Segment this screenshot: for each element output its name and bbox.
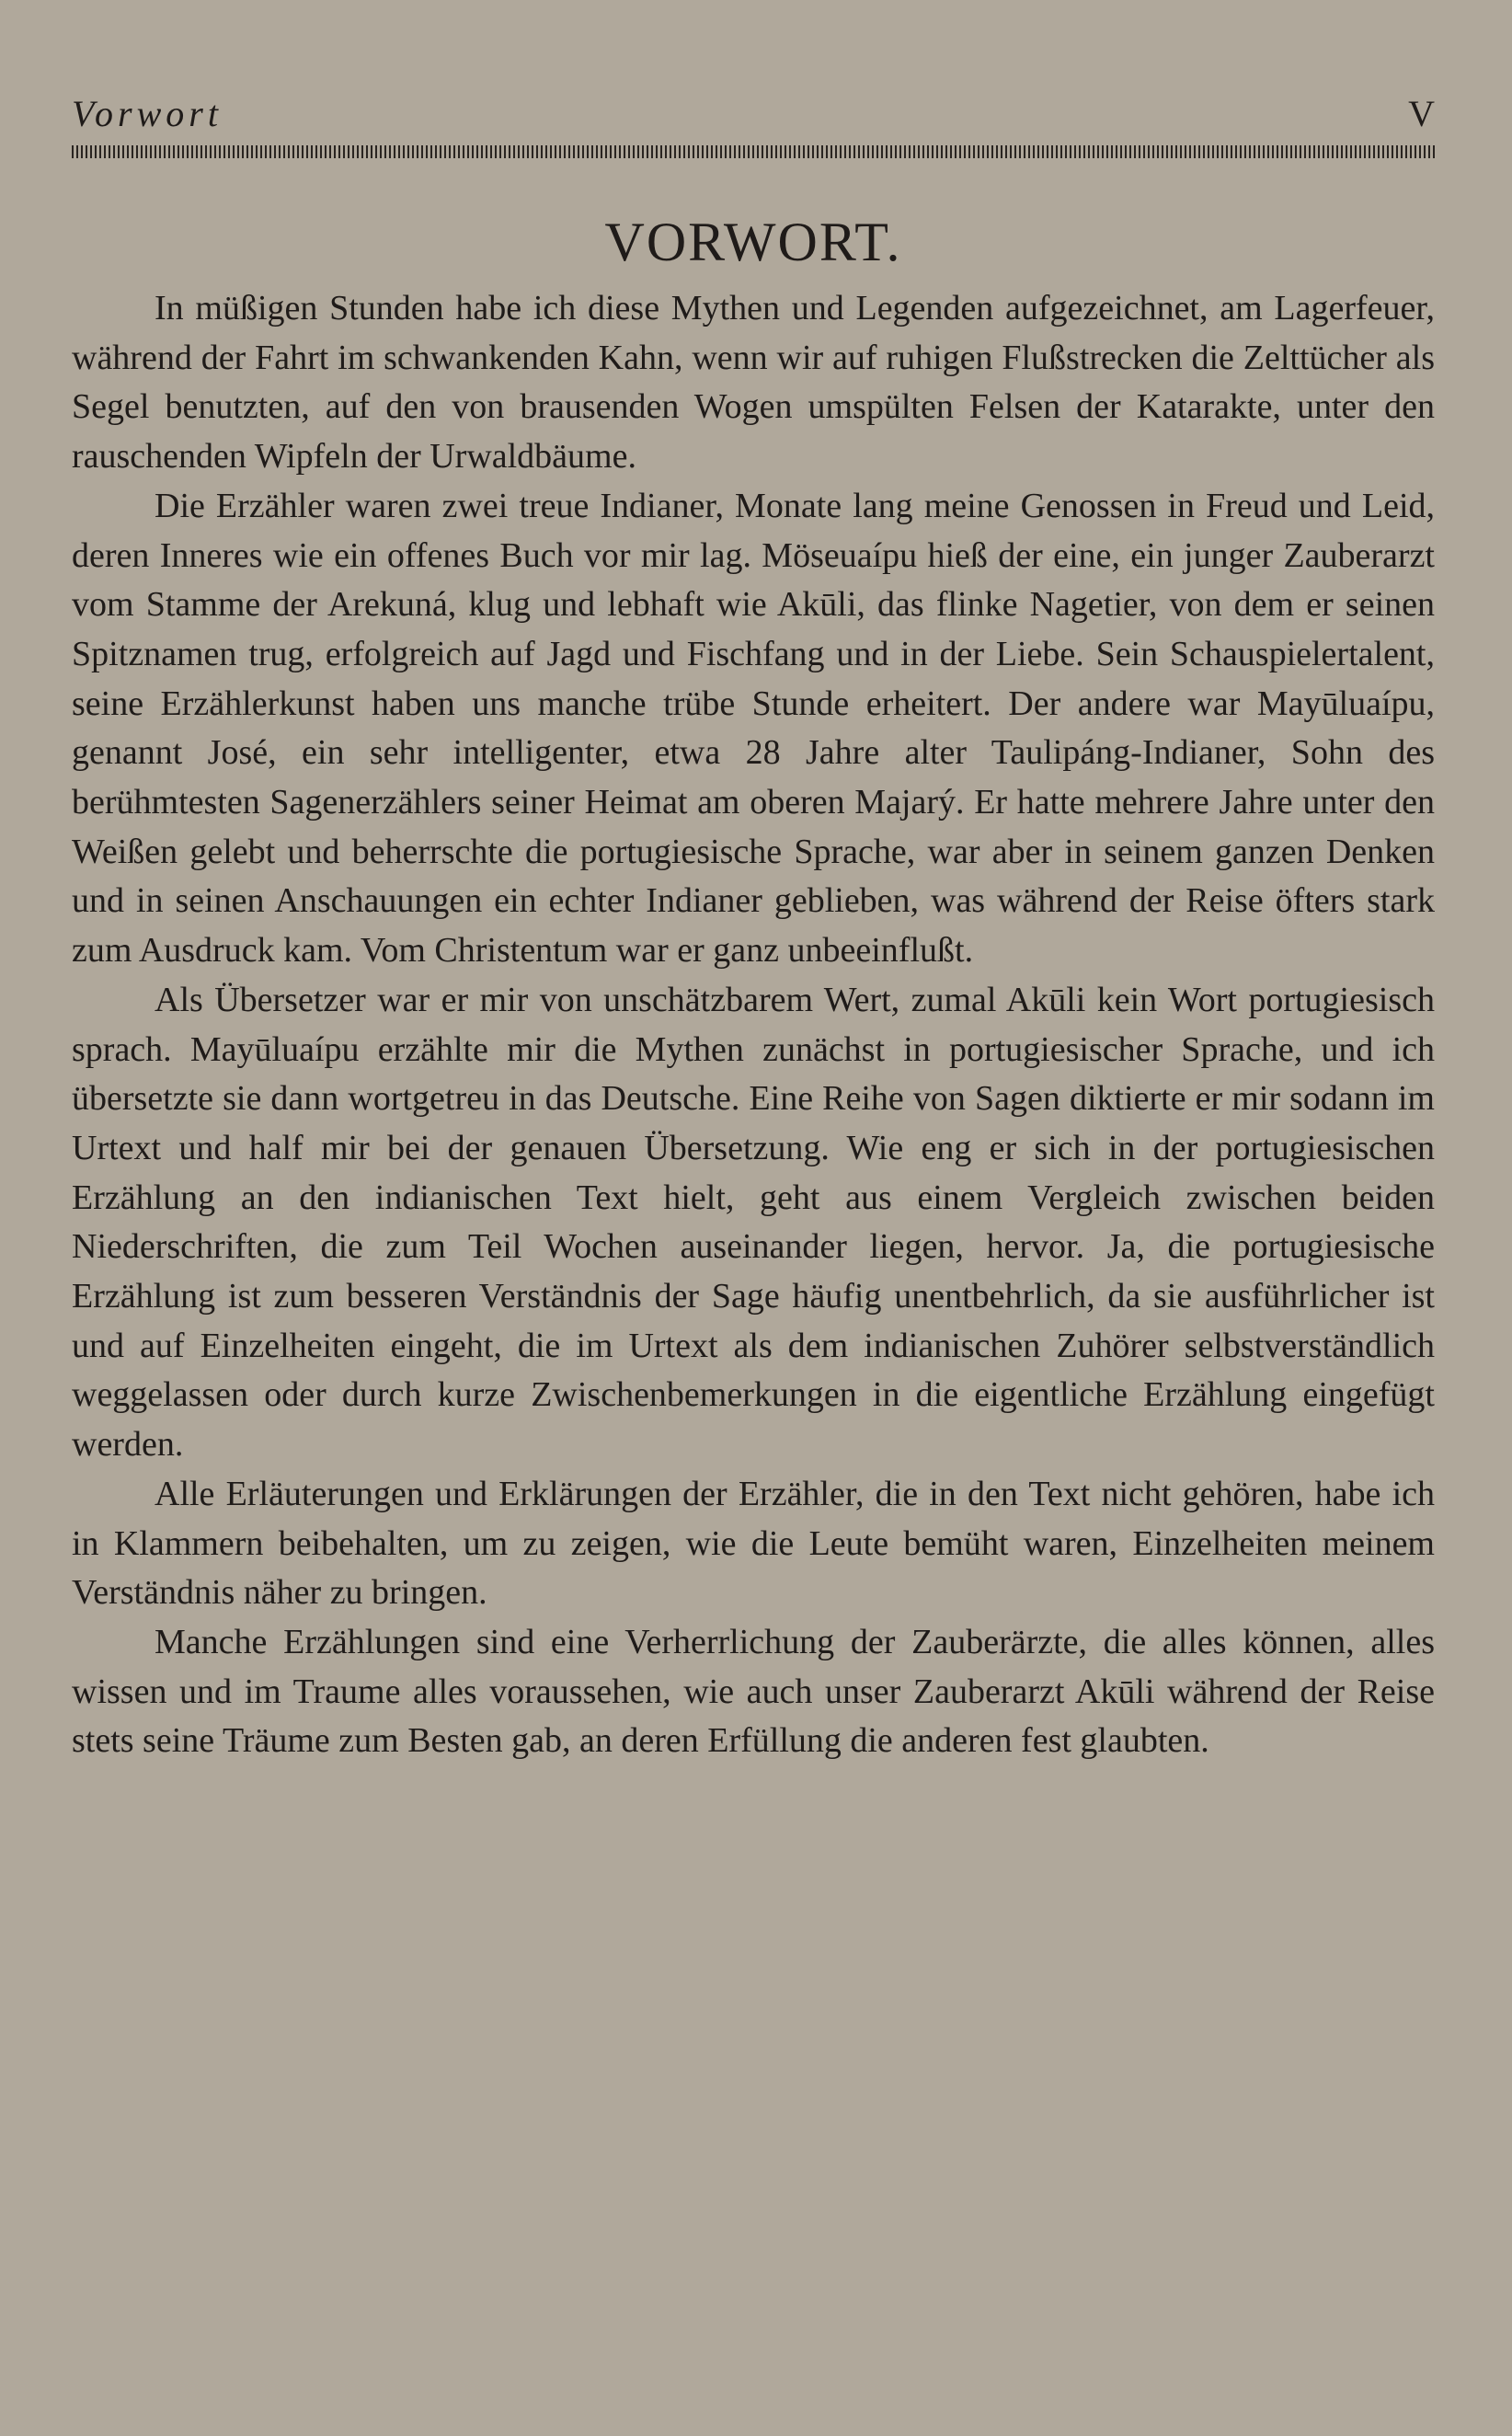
header-rule xyxy=(72,145,1435,158)
running-head xyxy=(72,90,1435,142)
paragraph: Alle Erläuterungen und Erklärungen der Erzähler, die in den Text nicht gehören, habe ich in Klammern beibehalten, um zu zeigen, wie die Leute bemüht waren, Einzelheiten meinem Verständnis näher zu bringen. xyxy=(72,1474,1435,1613)
paragraph: Die Erzähler waren zwei treue Indianer, Monate lang meine Genossen in Freud und Leid, deren Inneres wie ein offenes Buch vor mir lag. Möseuaípu hieß der eine, ein junger Zauberarzt vom Stamme der Arekuná, klug und lebhaft wie Akūli, das flinke Nagetier, von dem er seinen Spitznamen trug, erfolgreich auf Jagd und Fischfang und in der Liebe. Sein Schauspielertalent, seine Erzählerkunst haben uns manche trübe Stunde erheitert. Der andere war Mayūluaípu, genannt José, ein sehr intelligenter, etwa 28 Jahre alter Taulipáng-Indianer, Sohn des berühmtesten Sagenerzählers seiner Heimat am oberen Majarý. Er hatte mehrere Jahre unter den Weißen gelebt und beherrschte die portugiesische Sprache, war aber in seinem ganzen Denken und in seinen Anschauungen ein echter Indianer geblieben, was während der Reise öfters stark zum Ausdruck kam. Vom Christentum war er ganz unbeeinflußt. xyxy=(72,486,1435,971)
paragraph: Als Übersetzer war er mir von unschätzbarem Wert, zumal Akūli kein Wort portugiesisch sprach. Mayūluaípu erzählte mir die Mythen zunächst in portugiesischer Sprache, und ich übersetzte sie dann wortgetreu in das Deutsche. Eine Reihe von Sagen diktierte er mir sodann im Urtext und half mir bei der genauen Übersetzung. Wie eng er sich in der portugiesischen Erzählung an den indianischen Text hielt, geht aus einem Vergleich zwischen beiden Niederschriften, die zum Teil Wochen auseinander liegen, hervor. Ja, die portugiesische Erzählung ist zum besseren Verständnis der Sage häufig unentbehrlich, da sie ausführlicher ist und auf Einzelheiten eingeht, die im Urtext als dem indianischen Zuhörer selbstverständlich weggelassen oder durch kurze Zwischenbemerkungen in die eigentliche Erzählung eingefügt werden. xyxy=(72,980,1435,1465)
page-number: V xyxy=(1408,93,1435,134)
body-text xyxy=(72,284,1435,1766)
paragraph: In müßigen Stunden habe ich diese Mythen und Legenden aufgezeichnet, am Lagerfeuer, während der Fahrt im schwankenden Kahn, wenn wir auf ruhigen Flußstrecken die Zelttücher als Segel benutzten, auf den von brausenden Wogen umspülten Felsen der Katarakte, unter den rauschenden Wipfeln der Urwaldbäume. xyxy=(72,289,1435,477)
paragraph: Manche Erzählungen sind eine Verherrlichung der Zauberärzte, die alles können, alles wissen und im Traume alles voraussehen, wie auch unser Zauberarzt Akūli während der Reise stets seine Träume zum Besten gab, an deren Erfüllung die anderen fest glaubten. xyxy=(72,1622,1435,1761)
page-heading: VORWORT. xyxy=(604,212,902,272)
book-page xyxy=(72,0,1435,2436)
running-title: Vorwort xyxy=(72,93,223,134)
